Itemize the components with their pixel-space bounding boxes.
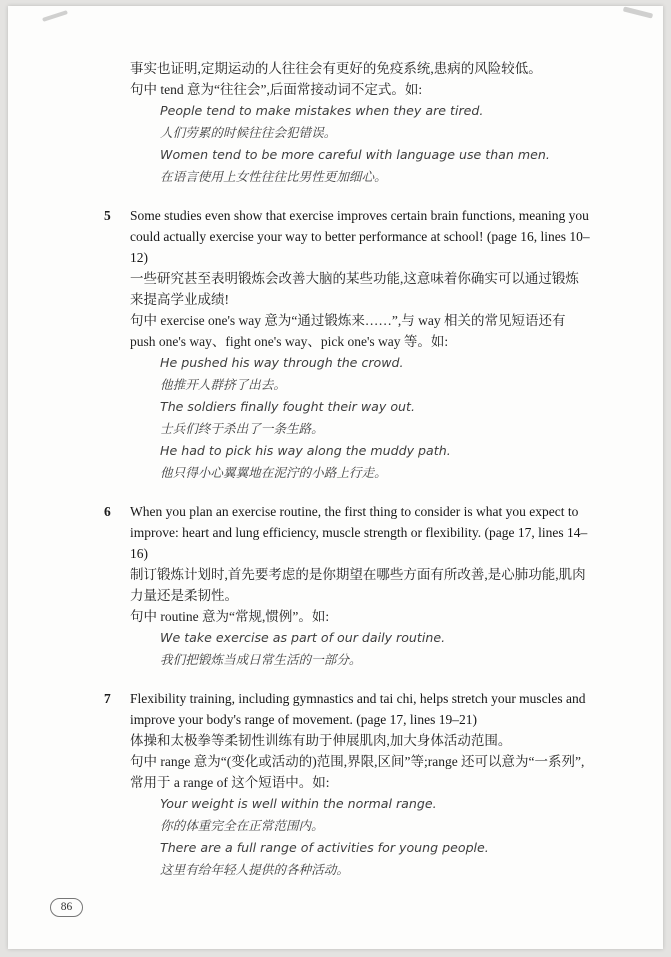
example-english: We take exercise as part of our daily routine.: [160, 630, 446, 645]
source-sentence: Some studies even show that exercise improves certain brain functions, meaning you could actually exercise your way to better performance at school! (page 16, lines 10–12): [130, 208, 590, 265]
page-number-badge: [50, 898, 83, 917]
example-list: [160, 352, 591, 484]
usage-note: 句中 exercise one's way 意为“通过锻炼来……”,与 way 相关的常见短语还有 push one's way、fight one's way、pick one's way 等。如:: [130, 313, 566, 349]
usage-note: 句中 routine 意为“常规,惯例”。如:: [130, 609, 330, 624]
item-body: [130, 501, 591, 671]
translation-text: 事实也证明,定期运动的人往往会有更好的免疫系统,患病的风险较低。: [130, 61, 542, 76]
item-number: 5: [104, 208, 111, 223]
page-content: [8, 6, 663, 881]
example-list: [160, 100, 591, 188]
example-chinese: 士兵们终于杀出了一条生路。: [160, 421, 324, 436]
translation-text: 制订锻炼计划时,首先要考虑的是你期望在哪些方面有所改善,是心肺功能,肌肉力量还是柔韧性。: [130, 567, 586, 603]
example-chinese: 你的体重完全在正常范围内。: [160, 818, 324, 833]
numbered-item-6: [104, 501, 591, 671]
example-english: He had to pick his way along the muddy path.: [160, 443, 451, 458]
example-english: The soldiers finally fought their way out.: [160, 399, 415, 414]
usage-note: 句中 range 意为“(变化或活动的)范围,界限,区间”等;range 还可以意为“一系列”,常用于 a range of 这个短语中。如:: [130, 754, 585, 790]
example-english: Women tend to be more careful with language use than men.: [160, 147, 550, 162]
example-list: [160, 793, 591, 881]
example-list: [160, 627, 591, 671]
example-chinese: 他只得小心翼翼地在泥泞的小路上行走。: [160, 465, 387, 480]
example-chinese: 这里有给年轻人提供的各种活动。: [160, 862, 349, 877]
translation-text: 一些研究甚至表明锻炼会改善大脑的某些功能,这意味着你确实可以通过锻炼来提高学业成绩!: [130, 271, 579, 307]
usage-note: 句中 tend 意为“往往会”,后面常接动词不定式。如:: [130, 82, 423, 97]
example-chinese: 人们劳累的时候往往会犯错误。: [160, 125, 337, 140]
example-chinese: 他推开人群挤了出去。: [160, 377, 286, 392]
example-english: People tend to make mistakes when they are tired.: [160, 103, 484, 118]
page-number: 86: [60, 901, 73, 913]
example-chinese: 在语言使用上女性往往比男性更加细心。: [160, 169, 387, 184]
item-number: 7: [104, 691, 111, 706]
section-continuation: [130, 58, 591, 188]
document-page: [8, 6, 663, 949]
source-sentence: Flexibility training, including gymnastics and tai chi, helps stretch your muscles and improve your body's range of movement. (page 17, lines 19–21): [130, 691, 586, 727]
numbered-item-7: [104, 688, 591, 881]
item-body: [130, 688, 591, 881]
item-number: 6: [104, 504, 111, 519]
example-english: He pushed his way through the crowd.: [160, 355, 404, 370]
example-chinese: 我们把锻炼当成日常生活的一部分。: [160, 652, 362, 667]
translation-text: 体操和太极拳等柔韧性训练有助于伸展肌肉,加大身体活动范围。: [130, 733, 512, 748]
example-english: There are a full range of activities for young people.: [160, 840, 489, 855]
source-sentence: When you plan an exercise routine, the first thing to consider is what you expect to improve: heart and lung efficiency, muscle strength or flexibility. (page 17, lines 14–16): [130, 504, 588, 561]
example-english: Your weight is well within the normal range.: [160, 796, 437, 811]
numbered-item-5: [104, 205, 591, 484]
item-body: [130, 205, 591, 484]
